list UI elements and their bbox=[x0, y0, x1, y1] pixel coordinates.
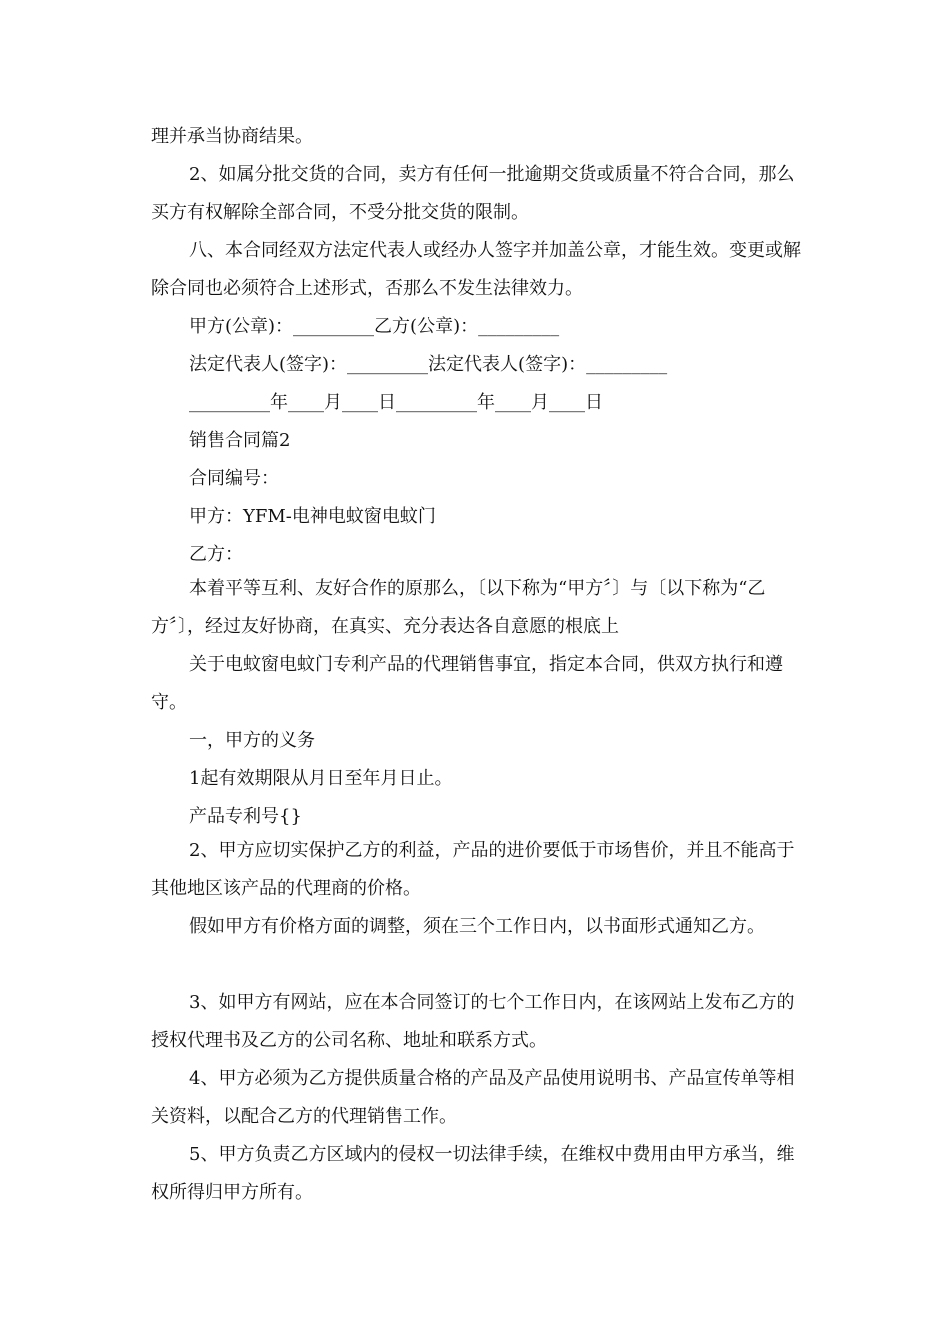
paragraph-validity-period: 1起有效期限从月日至年月日止。 bbox=[189, 768, 453, 789]
paragraph-price-adjustment: 假如甲方有价格方面的调整，须在三个工作日内，以书面形式通知乙方。 bbox=[189, 916, 765, 937]
paragraph-clause-2-batch-delivery: 2、如属分批交货的合同，卖方有任何一批逾期交货或质量不符合合同，那么买方有权解除全部合同，不受分批交货的限制。 bbox=[151, 164, 795, 223]
paragraph-obligation-4: 4、甲方必须为乙方提供质量合格的产品及产品使用说明书、产品宣传单等相关资料，以配合乙方的代理销售工作。 bbox=[151, 1068, 795, 1127]
paragraph-continuation: 理并承当协商结果。 bbox=[151, 126, 313, 147]
contract-number: 合同编号： bbox=[189, 468, 279, 489]
paragraph-clause-8-validity: 八、本合同经双方法定代表人或经办人签字并加盖公章，才能生效。变更或解除合同也必须符合上述形式，否那么不发生法律效力。 bbox=[151, 240, 801, 299]
paragraph-obligation-2: 2、甲方应切实保护乙方的利益，产品的进价要低于市场售价，并且不能高于其他地区该产品的代理商的价格。 bbox=[151, 840, 795, 899]
paragraph-obligation-3: 3、如甲方有网站，应在本合同签订的七个工作日内，在该网站上发布乙方的授权代理书及乙方的公司名称、地址和联系方式。 bbox=[151, 992, 795, 1051]
paragraph-obligation-5: 5、甲方负责乙方区域内的侵权一切法律手续，在维权中费用由甲方承当，维权所得归甲方所有。 bbox=[151, 1144, 795, 1203]
party-b: 乙方： bbox=[189, 544, 243, 565]
signature-line-seal: 甲方(公章)：_________乙方(公章)：_________ bbox=[189, 316, 560, 337]
paragraph-patent-number: 产品专利号{} bbox=[189, 806, 302, 827]
party-a: 甲方：YFM-电神电蚊窗电蚊门 bbox=[189, 506, 436, 527]
heading-party-a-obligations: 一，甲方的义务 bbox=[189, 730, 315, 751]
signature-line-date: _________年____月____日_________年____月____日 bbox=[189, 392, 603, 413]
signature-line-representative: 法定代表人(签字)：_________法定代表人(签字)：_________ bbox=[189, 354, 668, 375]
section-title: 销售合同篇2 bbox=[189, 430, 291, 451]
paragraph-purpose: 关于电蚊窗电蚊门专利产品的代理销售事宜，指定本合同，供双方执行和遵守。 bbox=[151, 654, 783, 713]
paragraph-preamble: 本着平等互利、友好合作的原那么，〔以下称为“甲方〞〕与〔以下称为“乙方〞〕，经过友好协商，在真实、充分表达各自意愿的根底上 bbox=[151, 578, 766, 637]
